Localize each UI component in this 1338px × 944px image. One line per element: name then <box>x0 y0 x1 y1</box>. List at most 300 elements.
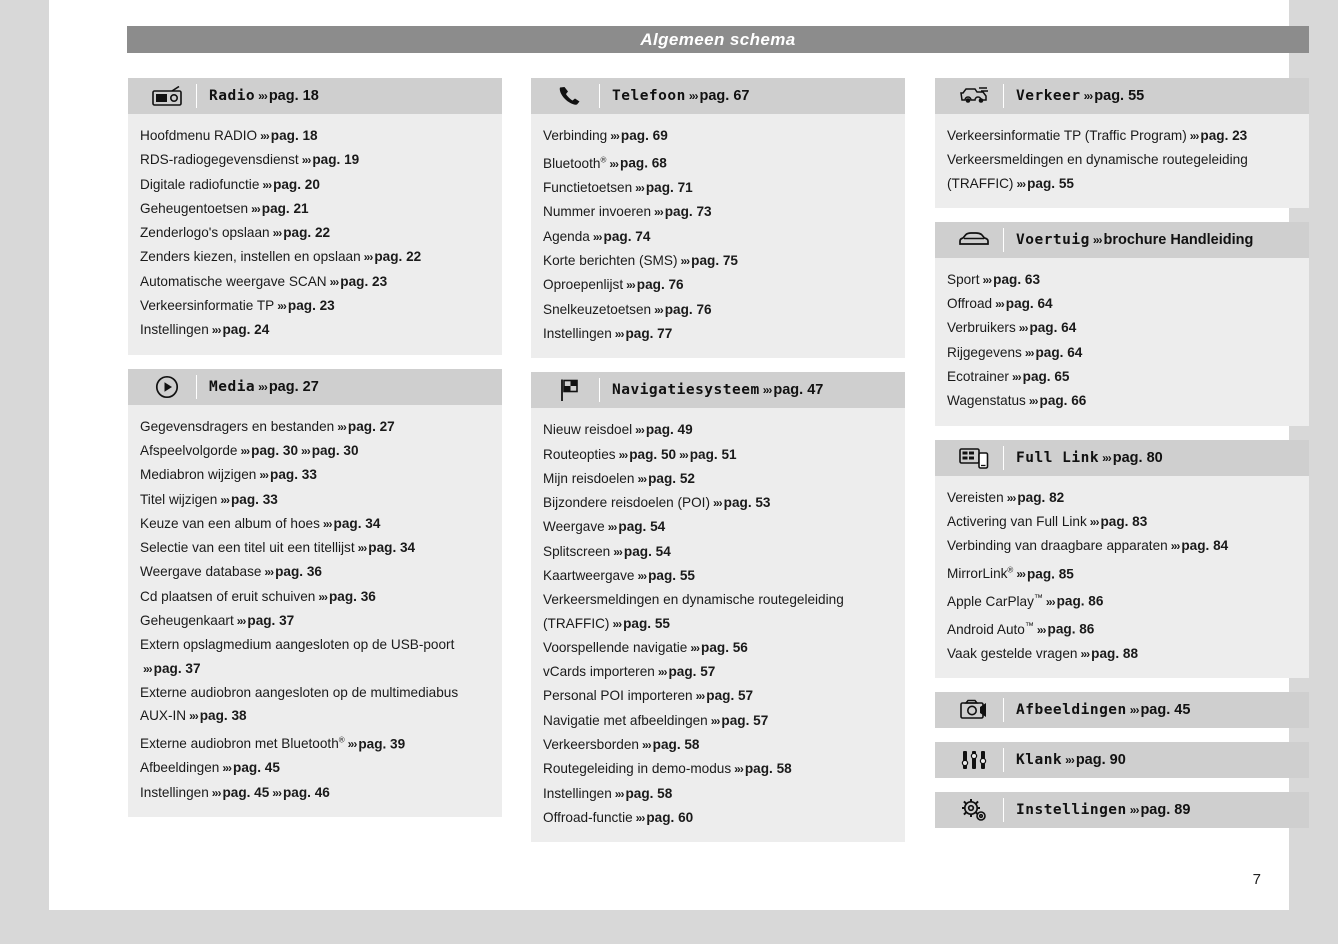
arrow-glyph: »› <box>258 379 267 394</box>
entry-text: Geheugenkaart <box>140 613 234 629</box>
arrow-glyph: »› <box>1028 394 1038 409</box>
entry-text: Voorspellende navigatie <box>543 639 688 655</box>
entry-ref: pag. 64 <box>1005 296 1053 312</box>
column-right <box>935 78 1309 842</box>
arrow-glyph: »› <box>357 541 367 556</box>
header-divider <box>196 84 197 108</box>
section-entry[interactable] <box>543 249 893 273</box>
entry-text: Externe audiobron met Bluetooth® <box>140 735 345 752</box>
entry-text: Verkeersinformatie TP (Traffic Program) <box>947 128 1187 143</box>
arrow-glyph: »› <box>635 423 644 438</box>
arrow-glyph: »› <box>712 496 722 511</box>
arrow-glyph: »› <box>637 568 647 583</box>
entry-ref: pag. 22 <box>283 225 331 241</box>
section-entry[interactable] <box>140 270 490 294</box>
section-entry[interactable] <box>140 439 490 463</box>
arrow-glyph: »› <box>1006 490 1016 505</box>
section-title: Klank »› pag. 90 <box>1016 752 1126 769</box>
entry-text: Keuze van een album of hoes <box>140 515 320 531</box>
section-entry[interactable] <box>947 486 1297 510</box>
arrow-glyph: »› <box>1045 594 1055 609</box>
section-entry[interactable] <box>947 316 1297 340</box>
arrow-glyph: »› <box>220 492 229 507</box>
section-header <box>128 78 502 114</box>
entry-ref: pag. 34 <box>333 515 381 531</box>
section-entry[interactable] <box>947 389 1297 413</box>
traffic-icon <box>945 85 1003 107</box>
section-entry[interactable] <box>140 536 490 560</box>
entry-ref: pag. 88 <box>1091 646 1139 662</box>
section-body <box>128 114 502 355</box>
entry-ref: pag. 56 <box>701 639 748 655</box>
sound-icon <box>945 749 1003 771</box>
entry-ref: pag. 24 <box>222 322 270 338</box>
section-entry[interactable] <box>140 609 490 633</box>
entry-ref: pag. 30 <box>251 442 299 458</box>
section-entry[interactable] <box>543 733 893 757</box>
section-entry[interactable] <box>140 245 490 269</box>
section-entry[interactable] <box>543 418 893 442</box>
header-divider <box>599 378 600 402</box>
entry-ref: pag. 33 <box>270 467 317 483</box>
entry-ref: pag. 21 <box>261 200 309 216</box>
entry-ref: pag. 76 <box>664 301 712 317</box>
section-entry[interactable] <box>947 365 1297 389</box>
arrow-glyph: »› <box>613 544 622 559</box>
entry-ref: pag. 86 <box>1056 593 1104 609</box>
header-divider <box>1003 798 1004 822</box>
header-divider <box>1003 228 1004 252</box>
entry-ref: pag. 83 <box>1100 513 1148 529</box>
section-header <box>935 742 1309 778</box>
entry-text: Wagenstatus <box>947 393 1026 409</box>
arrow-glyph: »› <box>607 520 617 535</box>
section-title: Telefoon »› pag. 67 <box>612 88 750 104</box>
entry-ref: pag. 23 <box>1200 128 1248 143</box>
entry-ref: pag. 66 <box>1039 393 1087 409</box>
arrow-glyph: »› <box>322 516 332 531</box>
arrow-glyph: »› <box>277 299 286 314</box>
section-entry[interactable] <box>140 729 490 757</box>
column-left <box>128 78 502 831</box>
arrow-glyph: »› <box>259 468 269 483</box>
section-title: Verkeer »› pag. 55 <box>1016 88 1145 104</box>
entry-ref: pag. 37 <box>247 613 295 629</box>
arrow-glyph: »› <box>695 689 705 704</box>
section-entry[interactable] <box>140 124 490 148</box>
entry-text: Cd plaatsen of eruit schuiven <box>140 588 316 604</box>
entry-text: Verkeersinformatie TP <box>140 298 275 314</box>
entry-text: Apple CarPlay™ <box>947 592 1043 609</box>
section-entry[interactable] <box>543 564 893 588</box>
section-entry[interactable] <box>543 298 893 322</box>
entry-text: Digitale radiofunctie <box>140 176 260 192</box>
arrow-glyph: »› <box>1018 321 1028 336</box>
entry-text: Nieuw reisdoel <box>543 422 633 438</box>
entry-text: Titel wijzigen <box>140 491 218 507</box>
section-title: Radio »› pag. 18 <box>209 88 319 104</box>
arrow-glyph: »› <box>222 761 232 776</box>
entry-text: Mediabron wijzigen <box>140 467 257 483</box>
section-entry[interactable] <box>543 660 893 684</box>
arrow-glyph: »› <box>679 447 688 462</box>
section-entry[interactable] <box>543 176 893 200</box>
entry-ref-2: pag. 51 <box>689 446 737 462</box>
section-entry[interactable] <box>947 124 1297 148</box>
radio-icon <box>138 86 196 106</box>
arrow-glyph: »› <box>657 665 667 680</box>
section-header <box>935 792 1309 828</box>
entry-ref: pag. 57 <box>706 688 754 704</box>
entry-text: Navigatie met afbeeldingen <box>543 712 708 728</box>
section-body <box>935 258 1309 426</box>
arrow-glyph: »› <box>734 762 743 777</box>
car-icon <box>945 231 1003 249</box>
entry-text: Personal POI importeren <box>543 688 693 704</box>
section-entry[interactable] <box>543 200 893 224</box>
arrow-glyph: »› <box>1024 345 1034 360</box>
section-title: Media »› pag. 27 <box>209 378 319 395</box>
entry-ref: pag. 53 <box>723 495 771 511</box>
section-entry[interactable] <box>543 709 893 733</box>
section-entry[interactable] <box>543 684 893 708</box>
entry-ref: pag. 34 <box>368 540 416 556</box>
entry-text: Bijzondere reisdoelen (POI) <box>543 495 710 511</box>
entry-text: Extern opslagmedium aangesloten op de USB-poort <box>140 637 455 653</box>
arrow-glyph: »› <box>211 785 221 800</box>
entry-ref: pag. 60 <box>646 809 694 825</box>
section-entry[interactable] <box>140 756 490 780</box>
entry-text: Snelkeuzetoetsen <box>543 301 652 317</box>
arrow-glyph: »› <box>614 786 624 801</box>
arrow-glyph: »› <box>612 616 622 631</box>
entry-ref: pag. 38 <box>199 708 247 724</box>
entry-ref: pag. 76 <box>636 277 684 293</box>
section-header <box>935 78 1309 114</box>
section-body <box>128 405 502 817</box>
arrow-glyph: »› <box>710 713 720 728</box>
section-entry[interactable] <box>140 781 490 805</box>
section-block <box>935 692 1309 728</box>
entry-text: Routegeleiding in demo-modus <box>543 761 732 777</box>
section-entry[interactable] <box>140 294 490 318</box>
entry-ref: pag. 64 <box>1035 344 1083 360</box>
arrow-glyph: »› <box>272 785 281 800</box>
entry-ref: pag. 23 <box>340 273 388 289</box>
entry-text: RDS-radiogegevensdienst <box>140 152 299 168</box>
header-divider <box>1003 84 1004 108</box>
entry-ref-2: pag. 46 <box>282 784 330 800</box>
section-entry[interactable] <box>543 467 893 491</box>
entry-text: Activering van Full Link <box>947 513 1087 529</box>
entry-ref: pag. 68 <box>620 155 667 171</box>
arrow-glyph: »› <box>258 89 267 103</box>
arrow-glyph: »› <box>654 205 663 220</box>
entry-ref: pag. 39 <box>358 736 406 752</box>
images-icon <box>945 699 1003 721</box>
arrow-glyph: »› <box>635 181 644 196</box>
arrow-glyph: »› <box>1170 539 1180 554</box>
entry-text: Sport <box>947 271 980 287</box>
arrow-glyph: »› <box>1083 89 1093 103</box>
arrow-glyph: »› <box>1129 703 1139 718</box>
arrow-glyph: »› <box>264 565 274 580</box>
arrow-glyph: »› <box>1189 129 1199 143</box>
entry-ref: pag. 71 <box>645 180 693 196</box>
header-divider <box>1003 698 1004 722</box>
arrow-glyph: »› <box>1065 753 1074 768</box>
arrow-glyph: »› <box>211 323 221 338</box>
arrow-glyph: »› <box>251 201 260 216</box>
section-entry[interactable] <box>543 782 893 806</box>
section-entry[interactable] <box>140 318 490 342</box>
arrow-glyph: »› <box>262 177 272 192</box>
arrow-glyph: »› <box>329 274 339 289</box>
arrow-glyph: »› <box>1129 803 1139 818</box>
section-entry[interactable] <box>947 292 1297 316</box>
entry-ref-2: pag. 30 <box>311 442 359 458</box>
entry-text: Weergave database <box>140 564 262 580</box>
entry-ref: pag. 54 <box>618 519 666 535</box>
arrow-glyph: »› <box>301 443 310 458</box>
section-entry[interactable] <box>543 124 893 148</box>
entry-text: Verbinding <box>543 128 608 143</box>
section-entry[interactable] <box>140 463 490 487</box>
page-banner: Algemeen schema <box>127 26 1309 53</box>
section-title: Afbeeldingen »› pag. 45 <box>1016 702 1191 719</box>
entry-text: Offroad <box>947 296 993 312</box>
section-entry[interactable] <box>140 488 490 512</box>
section-entry[interactable] <box>947 534 1297 558</box>
entry-ref: pag. 84 <box>1181 538 1229 554</box>
section-entry[interactable] <box>543 540 893 564</box>
entry-ref: pag. 45 <box>222 784 270 800</box>
section-entry[interactable] <box>543 322 893 346</box>
section-entry[interactable] <box>140 148 490 172</box>
section-block <box>128 78 502 355</box>
entry-text: Mijn reisdoelen <box>543 470 635 486</box>
section-entry[interactable] <box>947 268 1297 292</box>
arrow-glyph: »› <box>240 443 250 458</box>
section-block <box>935 440 1309 679</box>
entry-text: Selectie van een titel uit een titellijst <box>140 540 355 556</box>
section-entry[interactable] <box>543 491 893 515</box>
arrow-glyph: »› <box>1092 232 1102 247</box>
entry-text: Verkeersmeldingen en dynamische routegeleiding (TRAFFIC) <box>947 152 1248 191</box>
arrow-glyph: »› <box>1016 176 1026 191</box>
section-title: Voertuig »› brochure Handleiding <box>1016 231 1254 248</box>
entry-text: Instellingen <box>543 325 612 341</box>
entry-ref: pag. 82 <box>1017 489 1065 505</box>
entry-text: Vaak gestelde vragen <box>947 646 1078 662</box>
section-entry[interactable] <box>543 273 893 297</box>
section-entry[interactable] <box>543 806 893 830</box>
section-entry[interactable] <box>543 443 893 467</box>
entry-text: Bluetooth® <box>543 155 607 171</box>
arrow-glyph: »› <box>272 226 282 241</box>
section-header <box>128 369 502 405</box>
section-entry[interactable] <box>140 585 490 609</box>
entry-ref: pag. 85 <box>1027 566 1074 582</box>
entry-ref: pag. 33 <box>230 491 278 507</box>
entry-text: Korte berichten (SMS) <box>543 253 678 269</box>
entry-text: vCards importeren <box>543 664 655 680</box>
section-header <box>531 372 905 408</box>
entry-text: Rijgegevens <box>947 344 1022 360</box>
section-title: Navigatiesysteem »› pag. 47 <box>612 382 824 399</box>
section-entry[interactable] <box>947 148 1297 196</box>
entry-ref: pag. 63 <box>993 271 1041 287</box>
arrow-glyph: »› <box>635 810 645 825</box>
section-entry[interactable] <box>543 225 893 249</box>
section-entry[interactable] <box>543 148 893 176</box>
entry-text: Geheugentoetsen <box>140 200 249 216</box>
arrow-glyph: »› <box>1089 514 1099 529</box>
entry-ref: pag. 65 <box>1022 369 1070 385</box>
arrow-glyph: »› <box>1080 647 1090 662</box>
entry-ref: pag. 55 <box>623 615 670 631</box>
section-entry[interactable] <box>543 588 893 636</box>
section-entry[interactable] <box>140 512 490 536</box>
entry-ref: pag. 55 <box>1027 175 1074 191</box>
section-entry[interactable] <box>947 510 1297 534</box>
section-entry[interactable] <box>947 642 1297 666</box>
entry-ref: pag. 74 <box>603 228 651 244</box>
column-middle <box>531 78 905 856</box>
entry-text: Gegevensdragers en bestanden <box>140 418 335 434</box>
entry-text: Weergave <box>543 519 605 535</box>
entry-ref: pag. 45 <box>233 760 280 776</box>
arrow-glyph: »› <box>1011 370 1021 385</box>
entry-text: Vereisten <box>947 489 1004 505</box>
entry-text: Verbinding van draagbare apparaten <box>947 538 1168 554</box>
section-entry[interactable] <box>140 197 490 221</box>
entry-ref: pag. 58 <box>652 737 700 753</box>
section-body <box>531 114 905 358</box>
header-divider <box>1003 446 1004 470</box>
arrow-glyph: »› <box>690 640 700 655</box>
entry-ref: pag. 75 <box>691 253 738 269</box>
settings-gear-icon <box>945 798 1003 822</box>
entry-text: Agenda <box>543 228 590 244</box>
entry-ref: pag. 52 <box>648 470 695 486</box>
section-entry[interactable] <box>140 633 490 681</box>
section-block <box>128 369 502 817</box>
entry-ref: pag. 50 <box>629 446 677 462</box>
entry-ref: pag. 18 <box>270 128 318 143</box>
arrow-glyph: »› <box>618 447 628 462</box>
section-header <box>935 222 1309 258</box>
entry-ref: pag. 64 <box>1029 320 1077 336</box>
entry-ref: pag. 20 <box>273 176 320 192</box>
section-entry[interactable] <box>947 614 1297 642</box>
entry-ref: pag. 36 <box>328 588 376 604</box>
media-play-icon <box>138 375 196 399</box>
flag-icon <box>541 378 599 402</box>
section-entry[interactable] <box>947 559 1297 587</box>
section-block <box>531 372 905 842</box>
entry-ref: pag. 57 <box>721 712 769 728</box>
section-body <box>531 408 905 842</box>
entry-ref: pag. 55 <box>648 567 695 583</box>
entry-text: Verkeersmeldingen en dynamische routegeleiding (TRAFFIC) <box>543 592 844 631</box>
entry-text: Afbeeldingen <box>140 760 220 776</box>
entry-ref: pag. 69 <box>620 128 668 143</box>
section-entry[interactable] <box>140 221 490 245</box>
arrow-glyph: »› <box>1036 622 1046 637</box>
section-entry[interactable] <box>140 560 490 584</box>
section-entry[interactable] <box>543 757 893 781</box>
section-title: Instellingen »› pag. 89 <box>1016 802 1191 819</box>
section-block <box>531 78 905 358</box>
arrow-glyph: »› <box>614 326 624 341</box>
entry-ref: pag. 37 <box>153 660 201 676</box>
section-header <box>531 78 905 114</box>
section-title: Full Link »› pag. 80 <box>1016 449 1163 466</box>
entry-text: Verbruikers <box>947 320 1016 336</box>
full-link-icon <box>945 447 1003 469</box>
arrow-glyph: »› <box>347 737 357 752</box>
section-entry[interactable] <box>140 173 490 197</box>
arrow-glyph: »› <box>301 153 311 168</box>
entry-ref: pag. 23 <box>287 298 335 314</box>
section-entry[interactable] <box>543 515 893 539</box>
entry-text: Instellingen <box>543 785 612 801</box>
header-divider <box>599 84 600 108</box>
entry-text: Zenderlogo's opslaan <box>140 225 270 241</box>
section-header <box>935 692 1309 728</box>
arrow-glyph: »› <box>337 419 346 434</box>
entry-text: Ecotrainer <box>947 369 1009 385</box>
entry-text: Android Auto™ <box>947 620 1034 637</box>
section-entry[interactable] <box>947 586 1297 614</box>
entry-text: Kaartweergave <box>543 567 635 583</box>
arrow-glyph: »› <box>592 229 602 244</box>
entry-text: MirrorLink® <box>947 565 1014 582</box>
entry-text: Instellingen <box>140 322 209 338</box>
header-divider <box>1003 748 1004 772</box>
arrow-glyph: »› <box>363 250 373 265</box>
arrow-glyph: »› <box>637 471 647 486</box>
arrow-glyph: »› <box>1016 567 1025 582</box>
arrow-glyph: »› <box>318 589 327 604</box>
section-block <box>935 78 1309 208</box>
arrow-glyph: »› <box>995 297 1004 312</box>
entry-text: Zenders kiezen, instellen en opslaan <box>140 249 361 265</box>
entry-ref: pag. 57 <box>668 664 716 680</box>
entry-text: Nummer invoeren <box>543 204 652 220</box>
section-entry[interactable] <box>140 415 490 439</box>
arrow-glyph: »› <box>762 383 772 398</box>
header-divider <box>196 375 197 399</box>
section-entry[interactable] <box>543 636 893 660</box>
entry-ref: pag. 49 <box>645 422 693 438</box>
entry-text: Hoofdmenu RADIO <box>140 128 258 143</box>
entry-ref: pag. 19 <box>312 152 360 168</box>
section-block <box>935 742 1309 778</box>
arrow-glyph: »› <box>1102 450 1111 465</box>
section-entry[interactable] <box>140 681 490 729</box>
section-body <box>935 114 1309 208</box>
arrow-glyph: »› <box>982 272 992 287</box>
section-entry[interactable] <box>947 341 1297 365</box>
arrow-glyph: »› <box>260 129 269 143</box>
entry-ref: pag. 77 <box>625 325 673 341</box>
entry-text: Verkeersborden <box>543 737 639 753</box>
entry-ref: pag. 58 <box>744 761 792 777</box>
arrow-glyph: »› <box>680 254 690 269</box>
entry-ref: pag. 58 <box>625 785 673 801</box>
